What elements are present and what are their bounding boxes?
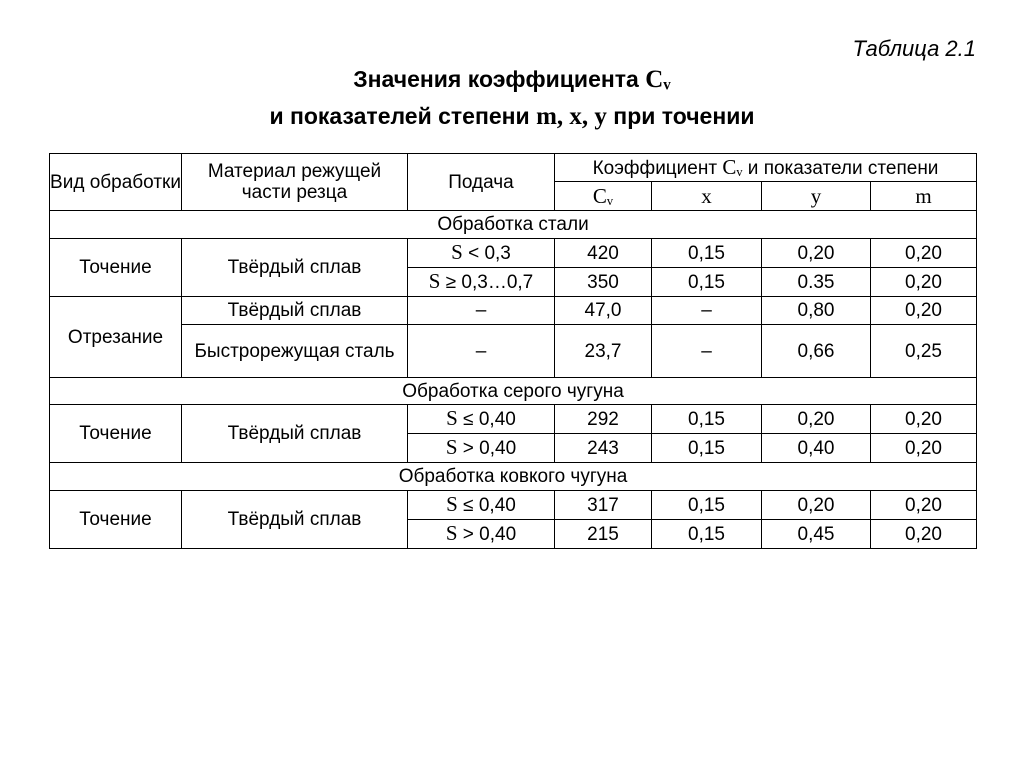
kind-cell: Отрезание	[50, 297, 182, 378]
feed-condition: > 0,40	[457, 438, 517, 459]
table-title-line1	[0, 66, 1024, 94]
y-cell: 0,20	[762, 491, 871, 520]
title-variables: m, x, y	[536, 103, 607, 130]
feed-symbol: S	[445, 521, 458, 545]
feed-symbol: S	[445, 435, 458, 459]
y-cell: 0,80	[762, 297, 871, 325]
feed-cell: –	[408, 297, 555, 325]
coefficient-table	[49, 153, 977, 549]
feed-symbol: S	[446, 406, 458, 430]
cv-cell: 243	[555, 434, 652, 463]
title-text: при точении	[606, 103, 755, 129]
m-cell: 0,20	[871, 491, 977, 520]
m-cell: 0,20	[871, 405, 977, 434]
y-cell: 0,66	[762, 325, 871, 378]
feed-cell	[408, 434, 555, 463]
x-cell: –	[652, 297, 762, 325]
feed-condition: ≥ 0,3…0,7	[440, 272, 534, 293]
feed-cell	[408, 268, 555, 297]
cv-cell: 317	[555, 491, 652, 520]
material-cell: Твёрдый сплав	[182, 491, 408, 549]
feed-symbol: S	[428, 269, 441, 293]
feed-cell	[408, 405, 555, 434]
kind-cell: Точение	[50, 405, 182, 463]
x-cell: –	[652, 325, 762, 378]
title-text: и показателей степени	[269, 103, 537, 129]
y-cell: 0.35	[762, 268, 871, 297]
x-cell: 0,15	[652, 434, 762, 463]
feed-condition: > 0,40	[457, 524, 517, 545]
m-cell: 0,20	[871, 520, 977, 549]
cv-cell: 350	[555, 268, 652, 297]
kind-cell: Точение	[50, 491, 182, 549]
material-cell: Твёрдый сплав	[182, 297, 408, 325]
feed-condition: < 0,3	[462, 243, 511, 264]
header-coef-suffix: и показатели степени	[742, 157, 939, 179]
m-cell: 0,20	[871, 239, 977, 268]
material-cell: Твёрдый сплав	[182, 239, 408, 297]
table-caption: Таблица 2.1	[852, 36, 976, 61]
cv-cell: 292	[555, 405, 652, 434]
header-kind: Вид обработки	[50, 154, 182, 211]
feed-cell: –	[408, 325, 555, 378]
title-coefficient-symbol: Cᵥ	[645, 66, 671, 93]
feed-symbol: S	[451, 240, 463, 264]
header-x: x	[652, 182, 762, 211]
header-material: Материал режущей части резца	[182, 154, 408, 211]
cv-cell: 23,7	[555, 325, 652, 378]
x-cell: 0,15	[652, 268, 762, 297]
section-gray-iron: Обработка серого чугуна	[50, 378, 977, 405]
x-cell: 0,15	[652, 405, 762, 434]
x-cell: 0,15	[652, 491, 762, 520]
header-feed: Подача	[408, 154, 555, 211]
y-cell: 0,40	[762, 434, 871, 463]
title-text: Значения коэффициента	[353, 66, 646, 92]
section-malleable-iron: Обработка ковкого чугуна	[50, 463, 977, 491]
x-cell: 0,15	[652, 239, 762, 268]
header-coef-symbol: Cᵥ	[722, 154, 743, 179]
cv-cell: 215	[555, 520, 652, 549]
m-cell: 0,20	[871, 268, 977, 297]
feed-condition: ≤ 0,40	[457, 409, 516, 430]
header-cv: Cᵥ	[555, 182, 652, 211]
feed-cell	[408, 491, 555, 520]
material-cell: Твёрдый сплав	[182, 405, 408, 463]
feed-cell	[408, 239, 555, 268]
y-cell: 0,20	[762, 239, 871, 268]
cv-cell: 47,0	[555, 297, 652, 325]
section-steel: Обработка стали	[50, 211, 977, 239]
header-coef-prefix: Коэффициент	[592, 157, 723, 179]
feed-condition: ≤ 0,40	[457, 495, 516, 516]
feed-symbol: S	[446, 492, 458, 516]
material-cell: Быстрорежущая сталь	[182, 325, 408, 378]
x-cell: 0,15	[652, 520, 762, 549]
header-m: m	[871, 182, 977, 211]
feed-cell	[408, 520, 555, 549]
m-cell: 0,20	[871, 434, 977, 463]
y-cell: 0,20	[762, 405, 871, 434]
m-cell: 0,20	[871, 297, 977, 325]
table-title-line2	[0, 103, 1024, 131]
cv-cell: 420	[555, 239, 652, 268]
y-cell: 0,45	[762, 520, 871, 549]
header-y: y	[762, 182, 871, 211]
header-coefficients	[555, 154, 977, 182]
m-cell: 0,25	[871, 325, 977, 378]
kind-cell: Точение	[50, 239, 182, 297]
